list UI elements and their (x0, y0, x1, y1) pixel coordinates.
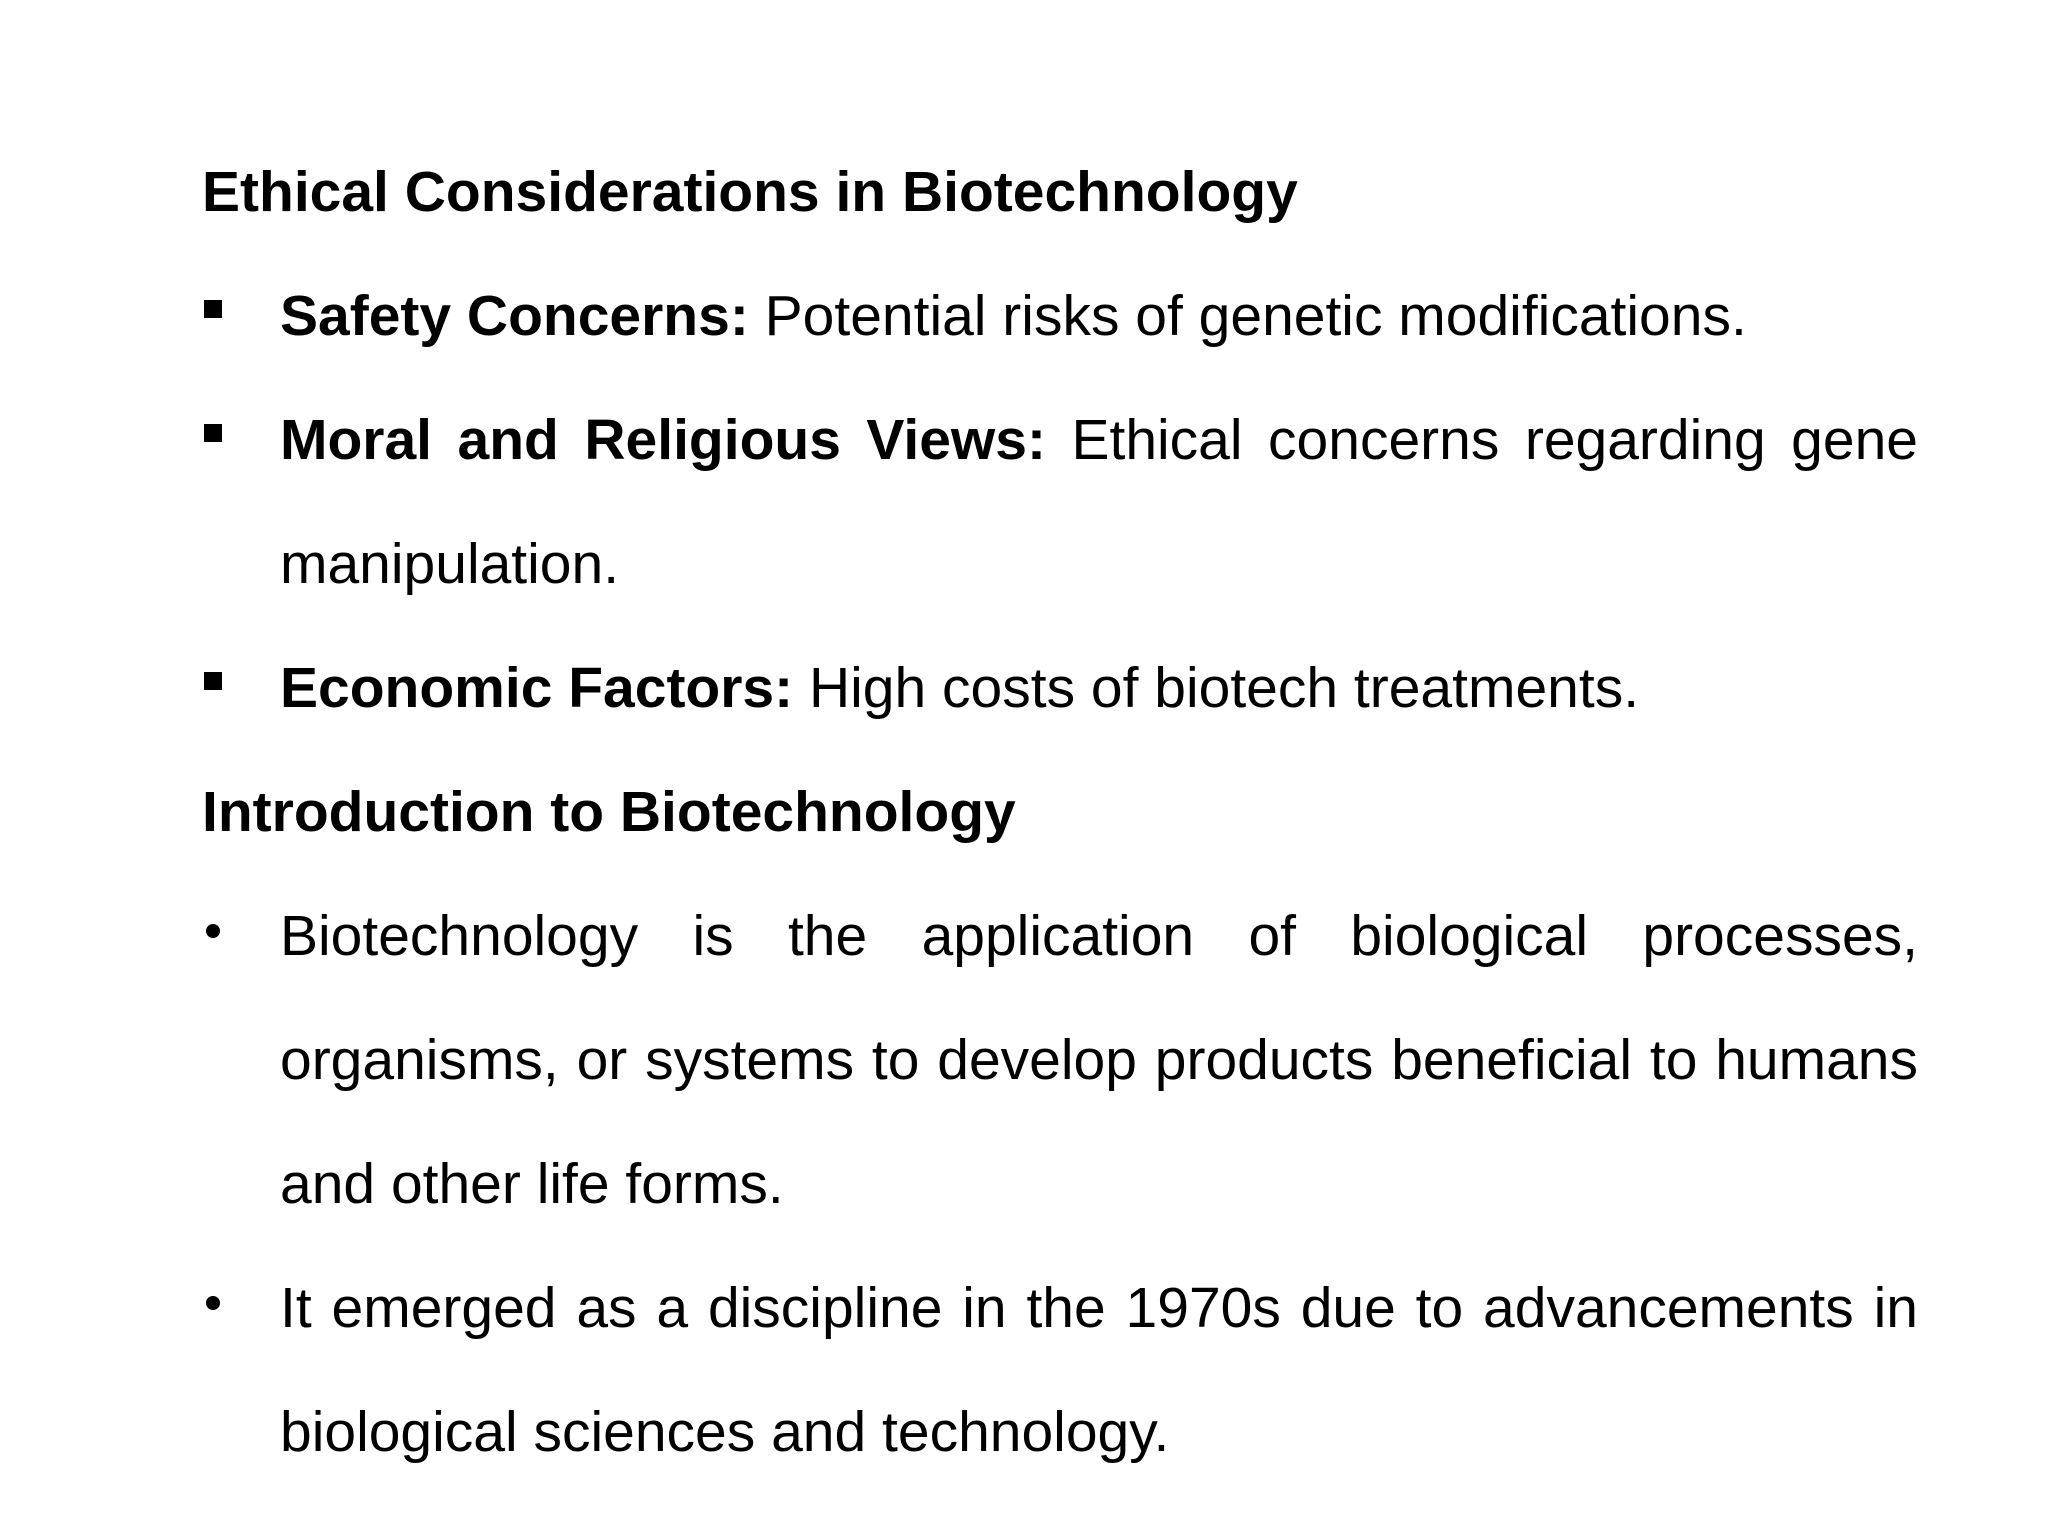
list-item-definition (202, 874, 1918, 1246)
section-heading-introduction: Introduction to Biotechnology (202, 780, 1016, 844)
list-item-moral (202, 378, 1918, 626)
item-text: Ethical concerns regarding gene manipulation. (280, 408, 1918, 596)
slide-content (202, 130, 1918, 1494)
item-text: It emerged as a discipline in the 1970s due to advancements in biological sciences and technology. (280, 1276, 1918, 1464)
section-heading-ethical: Ethical Considerations in Biotechnology (202, 160, 1298, 224)
list-item-economic (202, 626, 1918, 750)
item-text: High costs of biotech treatments. (793, 656, 1640, 720)
item-term: Safety Concerns: (280, 284, 749, 348)
square-bullet-icon (204, 254, 244, 378)
list-item-history (202, 1246, 1918, 1494)
list-item-safety (202, 254, 1918, 378)
dot-bullet-icon (204, 1246, 244, 1370)
dot-bullet-icon (204, 874, 244, 998)
item-term: Economic Factors: (280, 656, 794, 720)
item-term: Moral and Religious Views: (280, 408, 1046, 472)
item-text: Biotechnology is the application of biological processes, organisms, or systems to develop products beneficial to humans and other life forms. (280, 904, 1918, 1216)
square-bullet-icon (204, 626, 244, 750)
item-text: Potential risks of genetic modifications. (748, 284, 1747, 348)
square-bullet-icon (204, 378, 244, 502)
